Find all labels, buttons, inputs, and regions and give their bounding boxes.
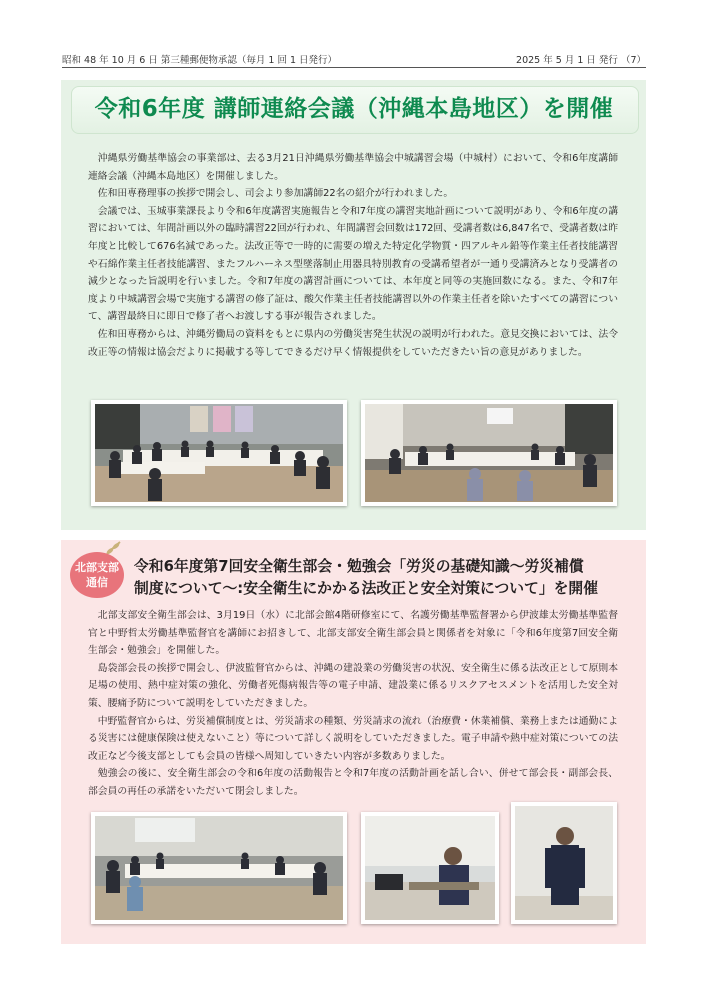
article-1-title: 令和6年度 講師連絡会議（沖縄本島地区）を開催 xyxy=(94,96,614,122)
article-1-paragraph: 佐和田専務からは、沖縄労働局の資料をもとに県内の労働災害発生状況の説明が行われた。意見交換においては、法令改正等の情報は協会だよりに掲載する等してできるだけ早く情報提供をしていただきたい旨の意見がありました。 xyxy=(88,328,618,358)
branch-news-badge xyxy=(70,552,124,598)
article-1-paragraph: 佐和田専務理事の挨拶で開会し、司会より参加講師22名の紹介が行われました。 xyxy=(97,188,454,200)
header-divider xyxy=(62,67,646,68)
meeting-photo-2 xyxy=(361,400,617,506)
article-1-body xyxy=(88,150,618,361)
lecturer-photo-2 xyxy=(511,802,617,924)
article-1-paragraph: 会議では、玉城事業課長より令和6年度講習実施報告と令和7年度の講習実地計画について説明があり、令和6年度の講習においては、年間計画以外の臨時講習22回が行われ、年間講習会回数は172回、受講者数は6,847名で、受講者数は昨年度と比較して676名減であった。法改正等で一時的に需要の増えた特定化学物質・四アルキル鉛等作業主任者技能講習や石綿作業主任者技能講習、またフルハーネス型墜落制止用器具特別教育の受講希望者が一通り受講済みとなり受講者の減少となった旨説明を行いました。令和7年度の講習計画については、本年度と同等の実施回数になる。また、令和7年度より中城講習会場で実施する講習の修了証は、酸欠作業主任者技能講習以外の作業主任者を除いたすべての講習について、講習最終日に即日で修了者へお渡しする事が報告されました。 xyxy=(88,205,618,323)
article-2-title-line-1: 令和6年度第7回安全衛生部会・勉強会「労災の基礎知識～労災補償 xyxy=(134,558,584,575)
article-1-paragraph: 沖縄県労働基準協会の事業部は、去る3月21日沖縄県労働基準協会中城講習会場（中城村）において、令和6年度講師連絡会議（沖縄本島地区）を開催しました。 xyxy=(88,153,618,182)
header-issue-date: 2025 年 5 月 1 日 発行 （7） xyxy=(516,55,646,66)
meeting-photo-1 xyxy=(91,400,347,506)
article-2-paragraph: 勉強会の後に、安全衛生部会の令和6年度の活動報告と令和7年度の活動計画を話し合い、併せて部会長・副部会長、部会員の再任の承諾をいただいて閉会しました。 xyxy=(88,768,618,797)
header-publication-info: 昭和 48 年 10 月 6 日 第三種郵便物承認（毎月 1 回 1 日発行） xyxy=(62,55,338,66)
badge-line-1: 北部支部 xyxy=(75,561,119,574)
article-2-paragraph: 島袋部会長の挨拶で開会し、伊波監督官からは、沖縄の建設業の労働災害の状況、安全衛生に係る法改正として原則本足場の使用、熱中症対策の強化、労働者死傷病報告等の電子申請、建設業に係るリスクアセスメントを活用した安全対策、腰痛予防について説明をしていただきました。 xyxy=(88,662,618,709)
article-2-body xyxy=(88,607,618,801)
page-header xyxy=(62,52,646,66)
article-2-paragraph: 北部支部安全衛生部会は、3月19日（水）に北部会館4階研修室にて、名護労働基準監督署から伊波雄太労働基準監督官と中野哲太労働基準監督官を講師にお招きして、北部支部安全衛生部会員と関係者を対象に「令和6年度第7回安全衛生部会・勉強会」を開催した。 xyxy=(88,610,618,657)
article-2-paragraph: 中野監督官からは、労災補償制度とは、労災請求の種類、労災請求の流れ（治療費・休業補償、業務上または通勤による災害には健康保険は使えないこと）等について詳しく説明をしていただきました。電子申請や熱中症対策についての法改正など今後支部としても会員の皆様へ周知していきたい内容が多数ありました。 xyxy=(88,715,618,762)
lecturer-photo-1 xyxy=(361,812,499,924)
article-2-title-line-2: 制度について～:安全衛生にかかる法改正と安全対策について」を開催 xyxy=(134,580,599,597)
badge-line-2: 通信 xyxy=(86,576,108,589)
seminar-photo-1 xyxy=(91,812,347,924)
